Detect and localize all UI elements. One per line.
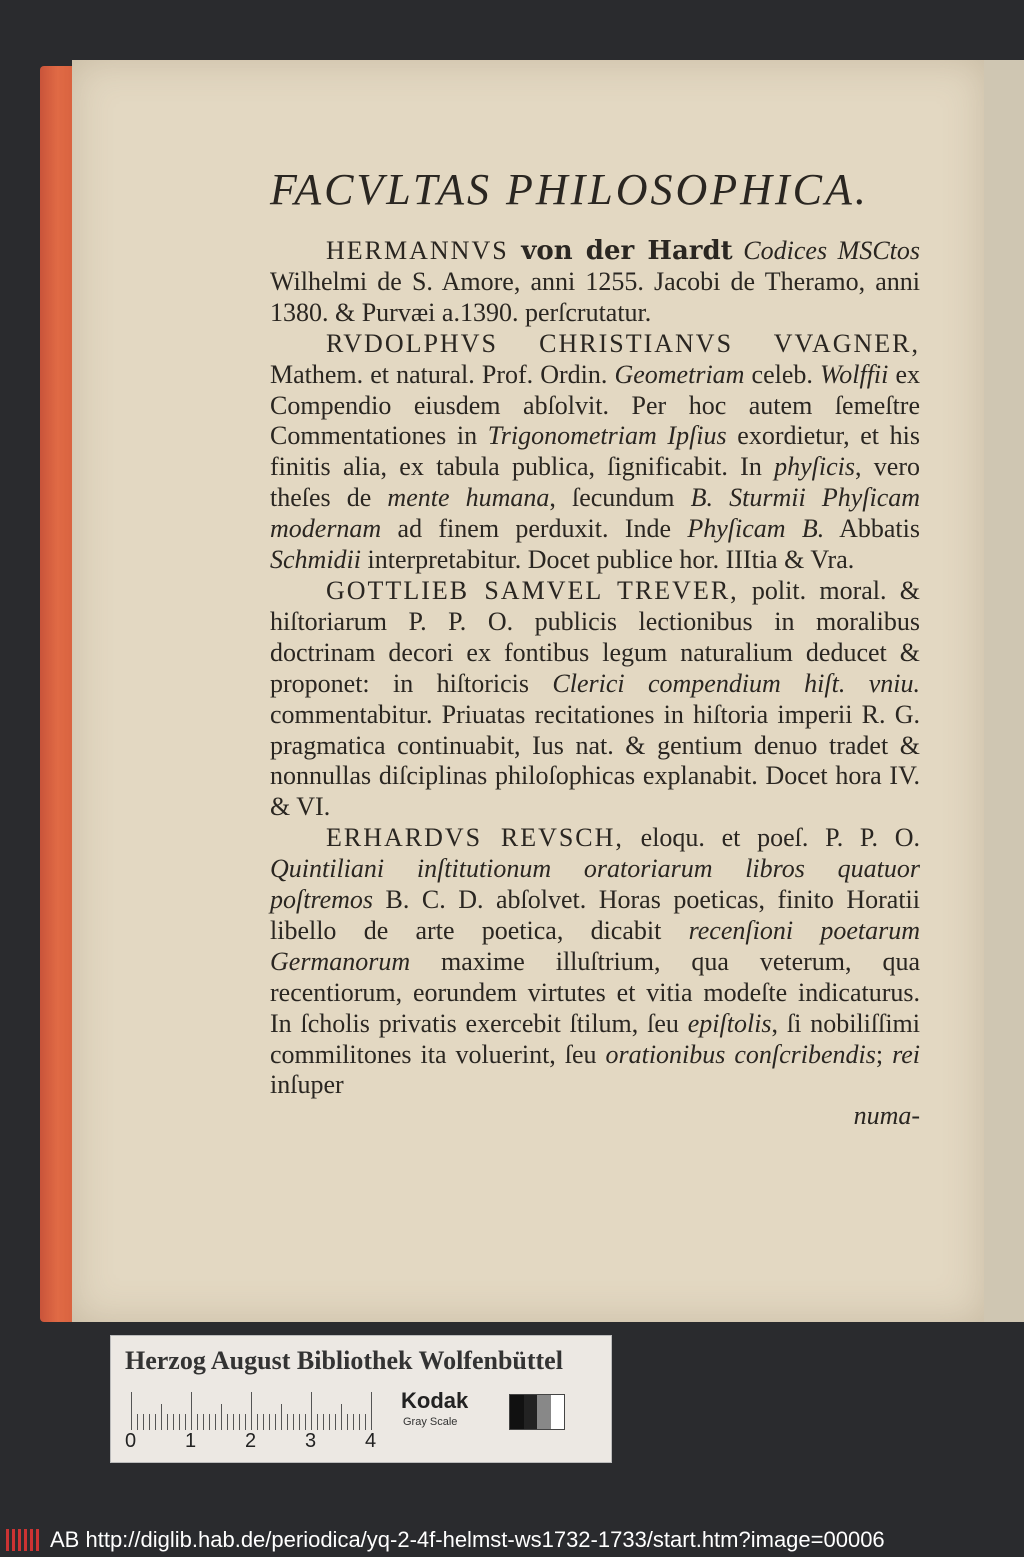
ruler-number: 2: [245, 1430, 257, 1452]
text-run: interpretabitur. Docet publice hor. IIItia & Vra.: [361, 545, 855, 575]
ruler-tick: [245, 1414, 246, 1430]
text-run: , ſi nobiliſſimi commilitones ita voluerint, ſeu: [270, 1008, 920, 1069]
ruler-tick: [335, 1414, 336, 1430]
ruler-tick: [263, 1414, 264, 1430]
ruler-tick: [329, 1414, 330, 1430]
footer-prefix: AB: [50, 1527, 80, 1552]
text-run: recenſioni poetarum Germanorum: [270, 915, 920, 976]
ruler-tick: [155, 1414, 156, 1430]
ruler-number: 1: [185, 1430, 197, 1452]
ruler-tick: [233, 1414, 234, 1430]
paragraph: [270, 236, 920, 329]
text-run: ERHARDVS REVSCH,: [326, 823, 624, 853]
ruler-tick: [251, 1392, 252, 1430]
text-run: mente humana: [387, 483, 550, 513]
ruler-tick: [173, 1414, 174, 1430]
ruler-tick: [371, 1392, 372, 1430]
text-run: rei: [892, 1039, 920, 1069]
ruler-tick: [179, 1414, 180, 1430]
ruler-tick: [359, 1414, 360, 1430]
library-name: Herzog August Bibliothek Wolfenbüttel: [125, 1346, 563, 1375]
ruler-tick: [209, 1414, 210, 1430]
text-run: eloqu. et poeſ. P. P. O.: [623, 823, 920, 853]
ruler-tick: [299, 1414, 300, 1430]
text-run: maxime illuſtrium, qua veterum, qua recentiorum, eorundem virtutes et vitia modeſte indicaturus. In ſcholis privatis exercebit ſtilum, ſeu: [270, 946, 920, 1038]
ruler-tick: [353, 1414, 354, 1430]
text-run: orationibus conſcribendis: [605, 1039, 876, 1069]
text-run: HERMANNVS: [326, 236, 522, 265]
ruler-tick: [227, 1414, 228, 1430]
text-run: epiſtolis: [687, 1008, 772, 1038]
ruler-tick: [347, 1414, 348, 1430]
ruler-tick: [191, 1392, 192, 1430]
text-run: inſuper: [270, 1070, 344, 1100]
ruler-tick: [281, 1404, 282, 1430]
text-run: Codices MSCtos: [743, 236, 921, 265]
text-run: Phyſicam B.: [687, 514, 825, 544]
text-run: Wolffii: [819, 359, 889, 389]
paragraph: [270, 329, 920, 576]
ruler-tick: [161, 1404, 162, 1430]
gray-swatch: [509, 1394, 565, 1430]
ruler-number: 4: [365, 1430, 377, 1452]
text-run: B. C. D. abſolvet. Horas poeticas, finito Horatii libello de arte poetica, dicabit: [270, 885, 920, 945]
text-run: ;: [875, 1039, 893, 1069]
ruler-number: 0: [125, 1430, 137, 1452]
ruler-number: 3: [305, 1430, 317, 1452]
text-run: , ſecundum: [549, 483, 691, 513]
text-run: Mathem. et natural. Prof. Ordin.: [270, 359, 615, 389]
ruler-tick: [185, 1414, 186, 1430]
footer-url-bar[interactable]: [50, 1527, 885, 1553]
ruler: [131, 1390, 381, 1430]
text-run: , vero theſes de: [270, 452, 920, 513]
text-run: Quintiliani inſtitutionum oratoriarum libros quatuor poſtremos: [270, 854, 920, 915]
text-run: B. Sturmii Phyſicam modernam: [270, 483, 921, 544]
text-run: ad finem perduxit. Inde: [381, 514, 688, 544]
hab-logo-icon: [4, 1527, 46, 1553]
text-run: von der Hardt: [521, 236, 733, 266]
text-run: RVDOLPHVS CHRISTIANVS VVAGNER,: [326, 328, 920, 358]
gray-scale-label: Gray Scale: [403, 1416, 458, 1428]
ruler-tick: [221, 1404, 222, 1430]
ruler-tick: [137, 1414, 138, 1430]
text-run: polit. moral. & hiſtoriarum P. P. O. publicis lectionibus in moralibus doctrinam decori ex fontibus legum naturalium deducet & proponet: in hiſtoricis: [270, 575, 920, 698]
text-run: Schmidii: [270, 545, 361, 575]
ruler-tick: [365, 1414, 366, 1430]
page-title: FACVLTAS PHILOSOPHICA.: [270, 165, 869, 214]
kodak-logo: Kodak: [401, 1388, 469, 1413]
text-run: exordietur, et his finitis alia, ex tabula publica, ſignificabit. In: [270, 421, 921, 482]
text-run: phyſicis: [774, 452, 855, 482]
ruler-tick: [167, 1414, 168, 1430]
text-run: GOTTLIEB SAMVEL TREVER,: [326, 575, 739, 605]
paragraph: [270, 576, 920, 823]
ruler-tick: [323, 1414, 324, 1430]
ruler-tick: [311, 1392, 312, 1430]
ruler-tick: [203, 1414, 204, 1430]
text-run: Abbatis: [824, 514, 920, 544]
text-run: Clerici compendium hiſt. vniu.: [552, 668, 920, 698]
ruler-tick: [131, 1392, 132, 1430]
page-text: [270, 166, 920, 1132]
text-run: ex Compendio eiusdem abſolvit. Per hoc autem ſemeſtre Commentationes in: [270, 359, 921, 451]
text-run: Geometriam: [614, 359, 745, 389]
library-label: [110, 1335, 612, 1463]
ruler-tick: [269, 1414, 270, 1430]
ruler-tick: [143, 1414, 144, 1430]
ruler-tick: [317, 1414, 318, 1430]
text-run: [733, 236, 744, 265]
text-run: Wilhelmi de S. Amore, anni 1255. Jacobi de Theramo, anni 1380. & Purvæi a.1390. perſcrutatur.: [270, 266, 920, 327]
ruler-tick: [341, 1404, 342, 1430]
text-run: Trigonometriam Ipſius: [487, 421, 727, 451]
footer-url[interactable]: http://diglib.hab.de/periodica/yq-2-4f-helmst-ws1732-1733/start.htm?image=00006: [85, 1527, 885, 1552]
ruler-tick: [215, 1414, 216, 1430]
text-run: commentabitur. Priuatas recitationes in hiſtoria imperii R. G. pragmatica continuabit, Ius nat. & gentium denuo tradet & nonnullas diſciplinas philoſophicas explanabit. Docet hora IV. & VI.: [270, 699, 920, 822]
ruler-tick: [305, 1414, 306, 1430]
ruler-tick: [239, 1414, 240, 1430]
ruler-tick: [197, 1414, 198, 1430]
ruler-tick: [257, 1414, 258, 1430]
ruler-tick: [287, 1414, 288, 1430]
facing-page-edge: [984, 60, 1024, 1322]
paragraphs: [270, 236, 920, 1101]
ruler-tick: [149, 1414, 150, 1430]
ruler-tick: [293, 1414, 294, 1430]
paragraph: [270, 823, 920, 1101]
catchword: numa-: [853, 1101, 920, 1131]
text-run: celeb.: [744, 359, 820, 389]
ruler-tick: [275, 1414, 276, 1430]
